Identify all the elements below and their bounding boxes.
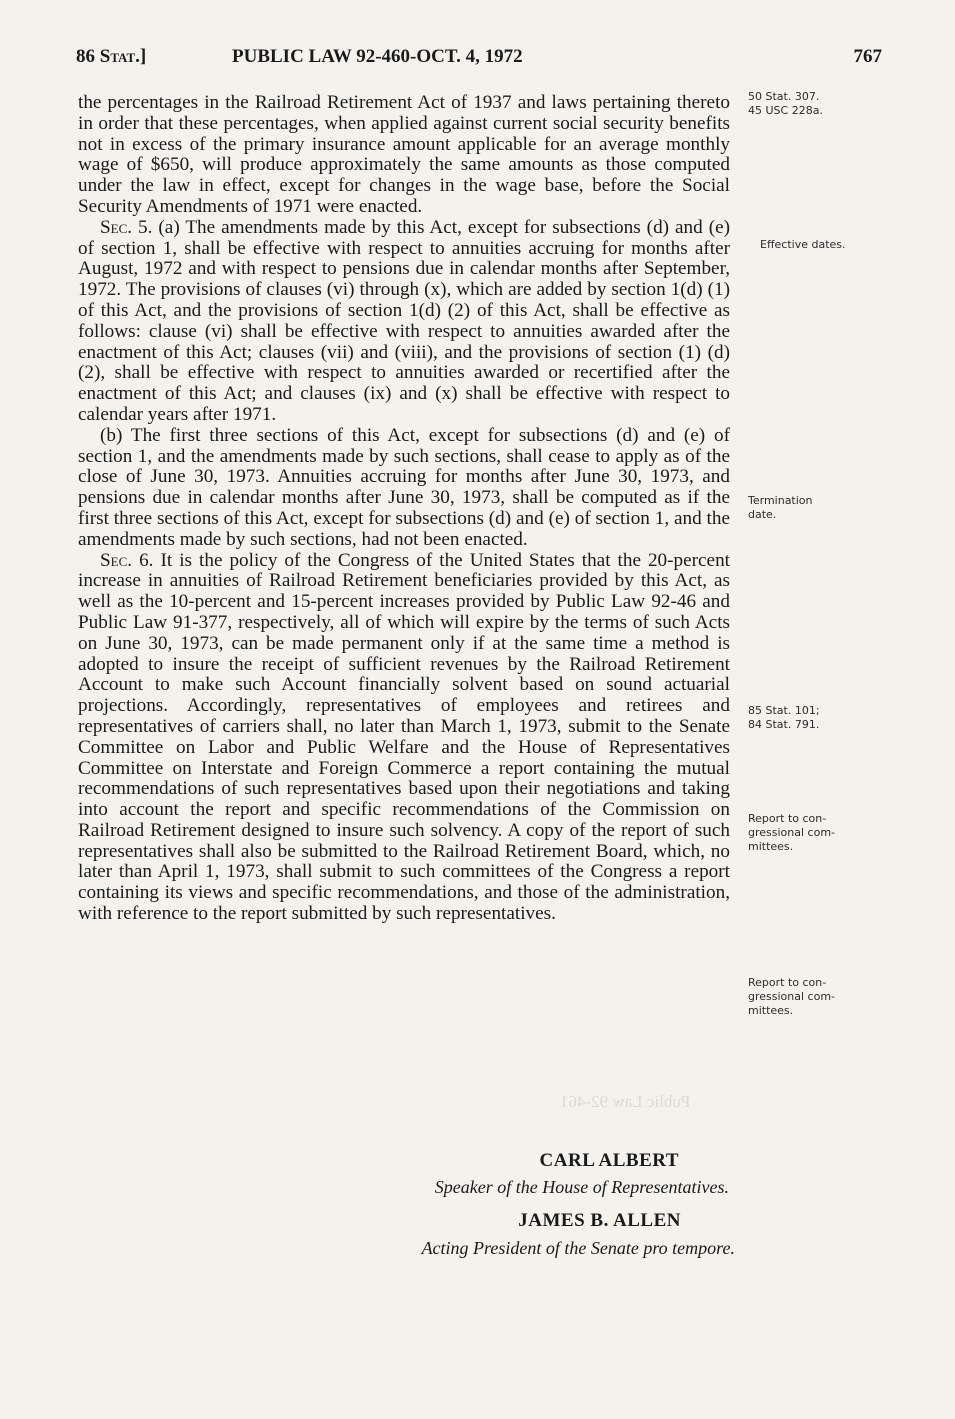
header-citation: 86 Stat.] [76, 46, 147, 67]
paragraph-sec-5b: (b) The first three sections of this Act, except for subsections (d) and (e) of section 1, and the amendments made by such sections, shall cease to apply as of the close of June 30, 1973. Annuities accruing for months after June 30, 1973, and pensions due in calendar months after June 30, 1973, shall be computed as if the first three sections of this Act, except for subsections (d) and (e) of section 1, and the amendments made by such sections, had not been enacted. [78, 424, 730, 550]
bleed-through-text: Public Law 92-461 [560, 1092, 691, 1111]
header-title: PUBLIC LAW 92-460-OCT. 4, 1972 [232, 46, 523, 67]
paragraph-1: the percentages in the Railroad Retirement Act of 1937 and laws pertaining thereto in order that these percentages, when applied against current social security benefits not in excess of the primary insurance amount applicable for an average monthly wage of $650, will produce approximately the same amounts as those computed under the law in effect, except for changes in the wage base, before the Social Security Amendments of 1971 were enacted. [78, 92, 730, 217]
margin-note-termination-date: Termination date. [748, 494, 813, 521]
margin-note-report-1: Report to con- gressional com- mittees. [748, 812, 836, 853]
margin-note-statutes: 50 Stat. 307. 45 USC 228a. [748, 90, 823, 117]
section-label: Sec. 6. [100, 549, 154, 571]
paragraph-sec-5a: Sec. 5. (a) The amendments made by this Act, except for subsections (d) and (e) of section 1, shall be effective with respect to annuities accruing for months after August, 1972 and with respect to pensions due in calendar months after September, 1972. The provisions of clauses (vi) through (x), which are added by section 1(d) (1) of this Act, and the provisions of section 1(d) (2) of this Act, shall be effective as follows: clause (vi) shall be effective with respect to annuities awarded after the enactment of this Act; clauses (vii) and (viii), and the provisions of section (1) (d) (2), shall be effective with respect to annuities awarded or recertified after the enactment of this Act; and clauses (ix) and (x) shall be effective with respect to calendar years after 1971. [78, 216, 730, 425]
signature-speaker-name: CARL ALBERT [539, 1150, 679, 1171]
margin-note-report-2: Report to con- gressional com- mittees. [748, 976, 836, 1017]
section-label: Sec. 5. [100, 216, 153, 238]
signature-president-title: Acting President of the Senate pro tempore. [421, 1238, 735, 1258]
signature-president-name: JAMES B. ALLEN [518, 1210, 681, 1231]
signature-speaker-title: Speaker of the House of Representatives. [434, 1177, 729, 1197]
margin-note-effective-dates: Effective dates. [760, 238, 846, 251]
page-number: 767 [853, 46, 882, 67]
body-text [78, 93, 730, 925]
margin-note-statutes-2: 85 Stat. 101; 84 Stat. 791. [748, 704, 820, 731]
running-header [76, 46, 882, 74]
paragraph-sec-6: Sec. 6. It is the policy of the Congress of the United States that the 20-percent increase in annuities of Railroad Retirement beneficiaries provided by this Act, as well as the 10-percent and 15-percent increases provided by Public Law 92-46 and Public Law 91-377, respectively, all of which will expire by the terms of such Acts on June 30, 1973, can be made permanent only if at the same time a method is adopted to insure the receipt of sufficient revenues by the Railroad Retirement Account to make such Account financially solvent based on sound actuarial projections. Accordingly, representatives of employees and retirees and representatives of carriers shall, no later than March 1, 1973, submit to the Senate Committee on Labor and Public Welfare and the House of Representatives Committee on Interstate and Foreign Commerce a report containing the mutual recommendations of such representatives based upon their negotiations and taking into account the report and specific recommendations of the Commission on Railroad Retirement designed to insure such solvency. A copy of the report of such representatives shall also be submitted to the Railroad Retirement Board, which, no later than April 1, 1973, shall submit to such committees of the Congress a report containing its views and specific recommendations, and those of the administration, with reference to the report submitted by such representatives. [78, 549, 731, 925]
